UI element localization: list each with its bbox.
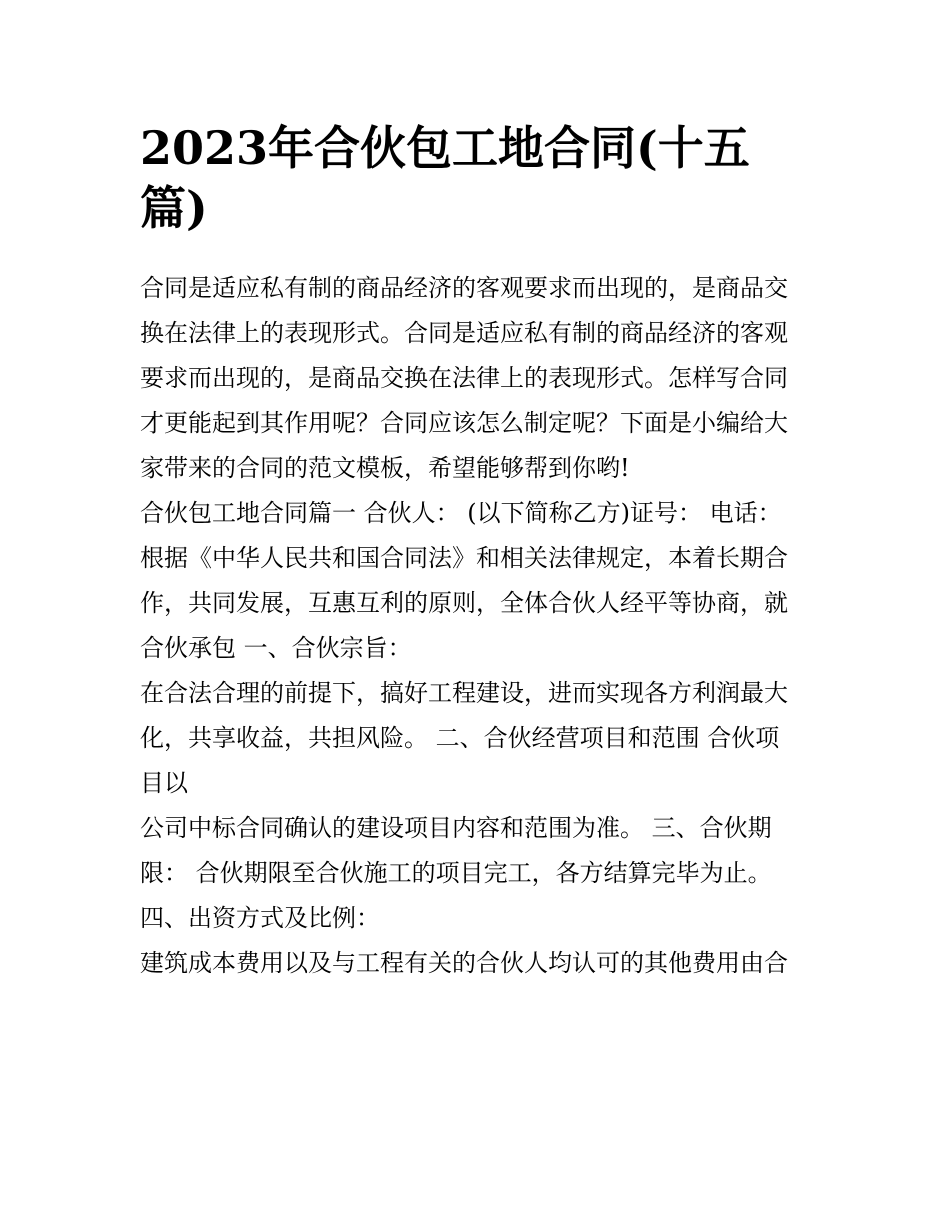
paragraph-contract-one — [140, 491, 816, 671]
paragraph-capital — [140, 941, 816, 986]
paragraph-intro — [140, 266, 816, 491]
text-line: 建筑成本费用以及与工程有关的合伙人均认可的其他费用由合 — [140, 949, 788, 977]
text-line: 合同是适应私有制的商品经济的客观要求而出现的，是商品交 — [140, 274, 788, 302]
text-line: 根据《中华人民共和国合同法》和相关法律规定，本着长期合 — [140, 544, 788, 572]
text-line: 限： 合伙期限至合伙施工的项目完工，各方结算完毕为止。 — [140, 859, 772, 887]
paragraph-purpose — [140, 671, 816, 806]
text-line: 合伙包工地合同篇一 合伙人： (以下简称乙方)证号： 电话： — [140, 499, 782, 527]
document-body — [140, 266, 816, 986]
text-line: 家带来的合同的范文模板，希望能够帮到你哟! — [140, 454, 630, 482]
text-line: 合伙承包 一、合伙宗旨： — [140, 634, 412, 662]
document-title — [140, 118, 816, 238]
document-page — [140, 118, 816, 986]
title-line: 篇) — [140, 181, 208, 235]
text-line: 公司中标合同确认的建设项目内容和范围为准。 三、合伙期 — [140, 814, 772, 842]
text-line: 才更能起到其作用呢？合同应该怎么制定呢？下面是小编给大 — [140, 409, 788, 437]
paragraph-scope — [140, 806, 816, 941]
text-line: 在合法合理的前提下，搞好工程建设，进而实现各方利润最大 — [140, 679, 788, 707]
text-line: 四、出资方式及比例： — [140, 904, 380, 932]
text-line: 作，共同发展，互惠互利的原则，全体合伙人经平等协商，就 — [140, 589, 788, 617]
text-line: 化，共享收益，共担风险。 二、合伙经营项目和范围 合伙项 — [140, 724, 780, 752]
text-line: 换在法律上的表现形式。合同是适应私有制的商品经济的客观 — [140, 319, 788, 347]
title-line: 2023年合伙包工地合同(十五 — [140, 121, 750, 175]
text-line: 要求而出现的，是商品交换在法律上的表现形式。怎样写合同 — [140, 364, 788, 392]
text-line: 目以 — [140, 769, 188, 797]
